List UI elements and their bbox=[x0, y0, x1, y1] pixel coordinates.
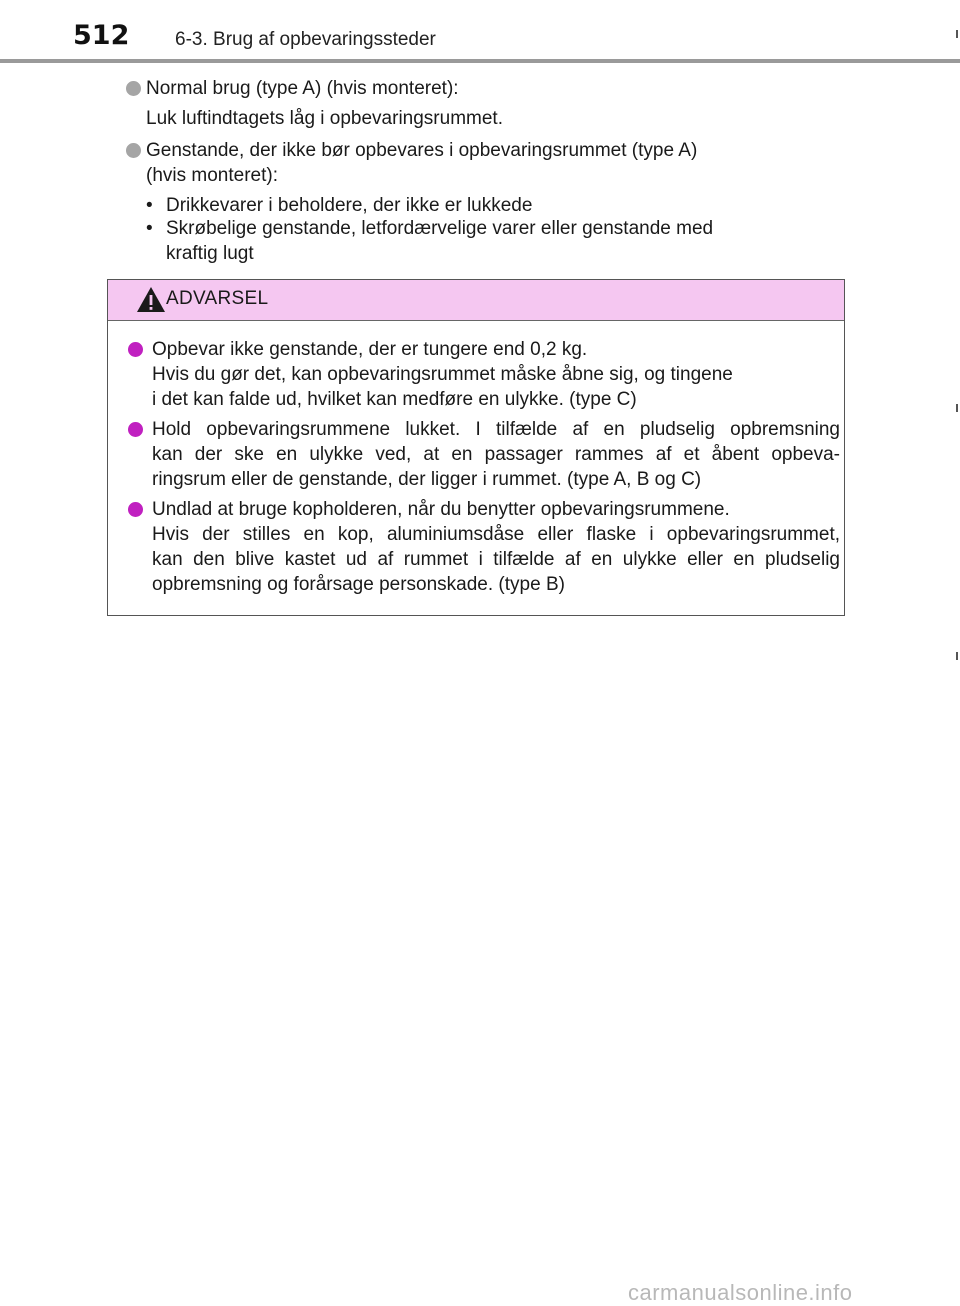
warning-box bbox=[107, 279, 845, 616]
edge-tick bbox=[956, 30, 958, 38]
warning-line: Hold opbevaringsrummene lukket. I tilfælde af en pludselig opbremsning bbox=[152, 419, 840, 440]
page-header bbox=[0, 0, 960, 62]
header-rule bbox=[0, 59, 960, 63]
warning-line: Opbevar ikke genstande, der er tungere end 0,2 kg. bbox=[152, 339, 588, 360]
warning-line: kan der ske en ulykke ved, at en passager rammes af et åbent opbeva- bbox=[152, 444, 840, 465]
watermark-logo: carmanualsonline.info bbox=[628, 1280, 853, 1305]
edge-tick bbox=[956, 404, 958, 412]
warning-line: opbremsning og forårsage personskade. (type B) bbox=[152, 574, 565, 595]
list-bullet: • bbox=[146, 218, 153, 239]
list-bullet: • bbox=[146, 195, 153, 216]
intro-item-detail: Luk luftindtagets låg i opbevaringsrummet. bbox=[146, 108, 503, 129]
warning-line: kan den blive kastet ud af rummet i tilfælde af en ulykke eller en pludselig bbox=[152, 549, 840, 570]
page-number: 512 bbox=[73, 20, 130, 51]
bullet-dot-icon bbox=[128, 342, 143, 357]
sub-list-text: Drikkevarer i beholdere, der ikke er lukkede bbox=[166, 195, 533, 216]
warning-header bbox=[108, 280, 844, 321]
intro-item-label-continued: (hvis monteret): bbox=[146, 165, 278, 186]
intro-item-label: Genstande, der ikke bør opbevares i opbevaringsrummet (type A) bbox=[146, 140, 698, 161]
warning-title: ADVARSEL bbox=[166, 288, 269, 309]
warning-line: Hvis der stilles en kop, aluminiumsdåse eller flaske i opbevaringsrummet, bbox=[152, 524, 840, 545]
warning-triangle-icon bbox=[136, 286, 166, 313]
section-title: 6-3. Brug af opbevaringssteder bbox=[175, 29, 436, 50]
warning-line: i det kan falde ud, hvilket kan medføre en ulykke. (type C) bbox=[152, 389, 637, 410]
bullet-dot-icon bbox=[128, 422, 143, 437]
warning-item bbox=[128, 497, 840, 597]
sub-list-text-continued: kraftig lugt bbox=[166, 243, 254, 264]
bullet-dot-icon bbox=[126, 143, 141, 158]
warning-line: ringsrum eller de genstande, der ligger i rummet. (type A, B og C) bbox=[152, 469, 702, 490]
bullet-dot-icon bbox=[128, 502, 143, 517]
warning-line: Undlad at bruge kopholderen, når du benytter opbevaringsrummene. bbox=[152, 499, 730, 520]
sub-list-text: Skrøbelige genstande, letfordærvelige varer eller genstande med bbox=[166, 218, 714, 239]
warning-line: Hvis du gør det, kan opbevaringsrummet måske åbne sig, og tingene bbox=[152, 364, 733, 385]
edge-tick bbox=[956, 652, 958, 660]
warning-item bbox=[128, 417, 840, 492]
intro-item-label: Normal brug (type A) (hvis monteret): bbox=[146, 78, 459, 99]
warning-item bbox=[128, 337, 840, 412]
bullet-dot-icon bbox=[126, 81, 141, 96]
